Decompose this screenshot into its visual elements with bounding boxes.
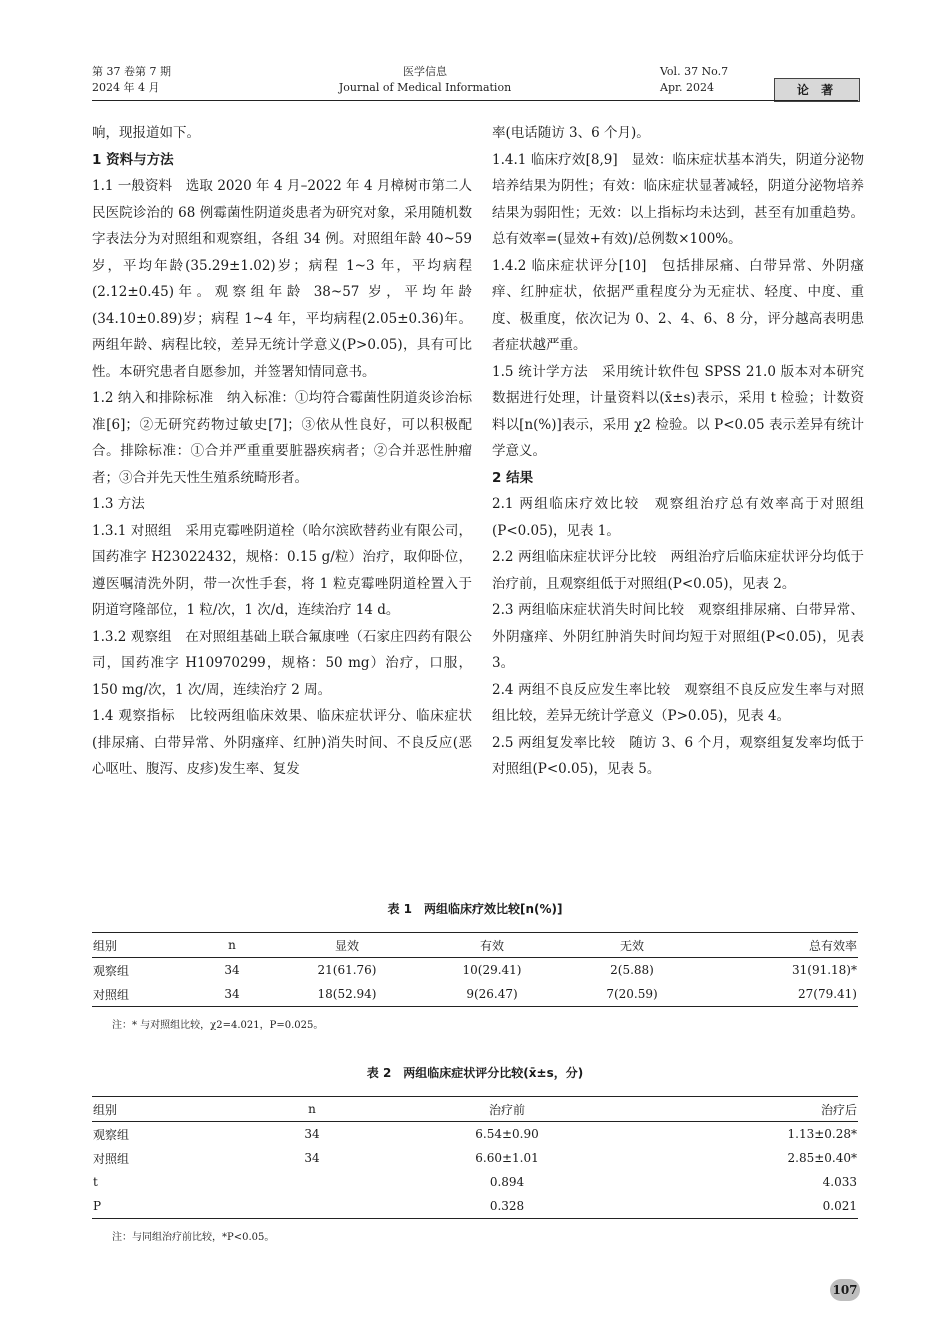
paragraph: 1.5 统计学方法 采用统计软件包 SPSS 21.0 版本对本研究数据进行处理，计量资料以(x̄±s)表示，采用 t 检验；计数资料以[n(%)]表示，采用 χ2 检验。以 P<0.05 表示差异有统计学意义。 [492,363,864,459]
table1-note: 注：* 与对照组比较，χ2=4.021，P=0.025。 [112,1020,324,1031]
table-row [92,1146,858,1170]
paragraph: 2.5 两组复发率比较 随访 3、6 个月，观察组复发率均低于对照组(P<0.05)，见表 5。 [492,734,864,777]
table2-note: 注：与同组治疗前比较，*P<0.05。 [112,1232,275,1243]
paragraph: 率(电话随访 3、6 个月)。 [492,125,650,141]
volume-issue: 第 37 卷第 7 期 [92,65,171,78]
journal-volume-info [92,64,171,96]
table-cell: 18(52.94) [272,982,422,1007]
table-row [92,982,858,1007]
table-cell [232,1170,392,1194]
table-row [92,958,858,983]
table-cell: 6.54±0.90 [475,1127,539,1141]
table1-header-row [92,933,858,958]
section-badge: 论 著 [774,78,860,102]
section-heading: 1 资料与方法 [92,151,174,168]
column-header: 无效 [562,933,702,958]
table-row [92,1194,858,1219]
journal-volume-en [660,64,760,96]
date-en: Apr. 2024 [660,81,715,94]
left-column [92,120,472,783]
table-cell: 10(29.41) [462,963,522,977]
page-number: 107 [830,1279,860,1301]
issue-date: 2024 年 4 月 [92,81,160,94]
journal-title-en: Journal of Medical Information [338,81,512,94]
table-cell: 7(20.59) [562,982,702,1007]
table-cell: 31(91.18)* [792,963,857,977]
journal-title [330,64,520,96]
table2 [92,1096,858,1219]
table-row [92,1170,858,1194]
table-cell: 2(5.88) [610,963,654,977]
section-heading: 2 结果 [492,469,534,486]
journal-title-cn: 医学信息 [403,65,447,78]
table-cell: 对照组 [92,982,192,1007]
paragraph: 1.3.2 观察组 在对照组基础上联合氟康唑（石家庄四药有限公司，国药准字 H10970299，规格：50 mg）治疗，口服，150 mg/次，1 次/周，连续治疗 2 周。 [92,628,472,698]
column-header: 治疗前 [392,1097,622,1122]
table-cell: 4.033 [822,1175,857,1189]
paragraph: 1.3.1 对照组 采用克霉唑阴道栓（哈尔滨欧替药业有限公司，国药准字 H23022432，规格：0.15 g/粒）治疗，取仰卧位，遵医嘱清洗外阴，带一次性手套，将 1 粒克霉唑阴道栓置入于阴道穹隆部位，1 粒/次，1 次/d，连续治疗 14 d。 [92,522,472,618]
table-cell: P [92,1194,232,1219]
table-cell: 9(26.47) [422,982,562,1007]
right-column [492,120,864,783]
table-cell: t [93,1175,98,1189]
table1 [92,932,858,1007]
paragraph: 2.4 两组不良反应发生率比较 观察组不良反应发生率与对照组比较，差异无统计学意义（P>0.05)，见表 4。 [492,681,864,724]
table-cell: 34 [224,963,240,977]
paragraph: 2.2 两组临床症状评分比较 两组治疗后临床症状评分均低于治疗前，且观察组低于对照组(P<0.05)，见表 2。 [492,549,864,592]
table-cell: 34 [304,1151,320,1165]
column-header: 治疗后 [622,1097,858,1122]
table-cell: 34 [192,982,272,1007]
table-cell: 2.85±0.40* [787,1151,857,1165]
paragraph: 1.4.2 临床症状评分[10] 包括排尿痛、白带异常、外阴瘙痒、红肿症状，依据严重程度分为无症状、轻度、中度、重度、极重度，依次记为 0、2、4、6、8 分，评分越高表明患者症状越严重。 [492,257,864,353]
table-cell: 21(61.76) [317,963,377,977]
paragraph: 2.3 两组临床症状消失时间比较 观察组排尿痛、白带异常、外阴瘙痒、外阴红肿消失时间均短于对照组(P<0.05)，见表 3。 [492,602,864,671]
table1-caption: 表 1 两组临床疗效比较[n(%)] [387,902,563,916]
table-cell: 0.328 [392,1194,622,1219]
paragraph: 1.4.1 临床疗效[8,9] 显效：临床症状基本消失，阴道分泌物培养结果为阴性；有效：临床症状显著减轻，阴道分泌物培养结果为弱阳性；无效：以上指标均未达到，甚至有加重趋势。总有效率=(显效+有效)/总例数×100%。 [492,151,864,247]
paragraph: 1.1 一般资料 选取 2020 年 4 月–2022 年 4 月樟树市第二人民医院诊治的 68 例霉菌性阴道炎患者为研究对象，采用随机数字表法分为对照组和观察组，各组 34 例。对照组年龄 40~59 岁，平均年龄(35.29±1.02)岁；病程 1~3 年，平均病程(2.12±0.45)年。观察组年龄 38~57 岁，平均年龄(34.10±0.89)岁；病程 1~4 年，平均病程(2.05±0.36)年。两组年龄、病程比较，差异无统计学意义(P>0.05)，具有可比性。本研究患者自愿参加，并签署知情同意书。 [92,178,472,380]
column-header: 总有效率 [702,933,858,958]
table-cell: 观察组 [93,963,130,978]
header-divider [92,100,858,101]
table-cell: 对照组 [93,1151,130,1166]
table-cell [232,1194,392,1219]
volume-en: Vol. 37 No.7 [660,65,729,78]
paragraph: 1.3 方法 [92,496,145,512]
table-cell: 0.894 [489,1175,525,1189]
column-header: 有效 [422,933,562,958]
paragraph: 1.4 观察指标 比较两组临床效果、临床症状评分、临床症状(排尿痛、白带异常、外阴瘙痒、红肿)消失时间、不良反应(恶心呕吐、腹泻、皮疹)发生率、复发 [92,708,472,777]
table-cell: 1.13±0.28* [787,1127,857,1141]
table-row [92,1122,858,1147]
column-header: 显效 [272,933,422,958]
table-cell: 6.60±1.01 [475,1151,539,1165]
column-header: n [192,933,272,958]
paragraph: 1.2 纳入和排除标准 纳入标准：①均符合霉菌性阴道炎诊治标准[6]；②无研究药物过敏史[7]；③依从性良好，可以积极配合。排除标准：①合并严重重要脏器疾病者；②合并恶性肿瘤者；③合并先天性生殖系统畸形者。 [92,390,472,486]
column-header: 组别 [92,933,192,958]
column-header: n [232,1097,392,1122]
column-header: 组别 [92,1097,232,1122]
table-cell: 0.021 [622,1194,858,1219]
table-cell: 34 [304,1127,320,1141]
paragraph: 2.1 两组临床疗效比较 观察组治疗总有效率高于对照组(P<0.05)，见表 1。 [492,496,864,539]
table2-caption: 表 2 两组临床症状评分比较(x̄±s，分) [366,1066,584,1080]
table-cell: 观察组 [93,1127,130,1142]
table-cell: 27(79.41) [702,982,858,1007]
table2-header-row [92,1097,858,1122]
paragraph: 响，现报道如下。 [92,125,200,141]
